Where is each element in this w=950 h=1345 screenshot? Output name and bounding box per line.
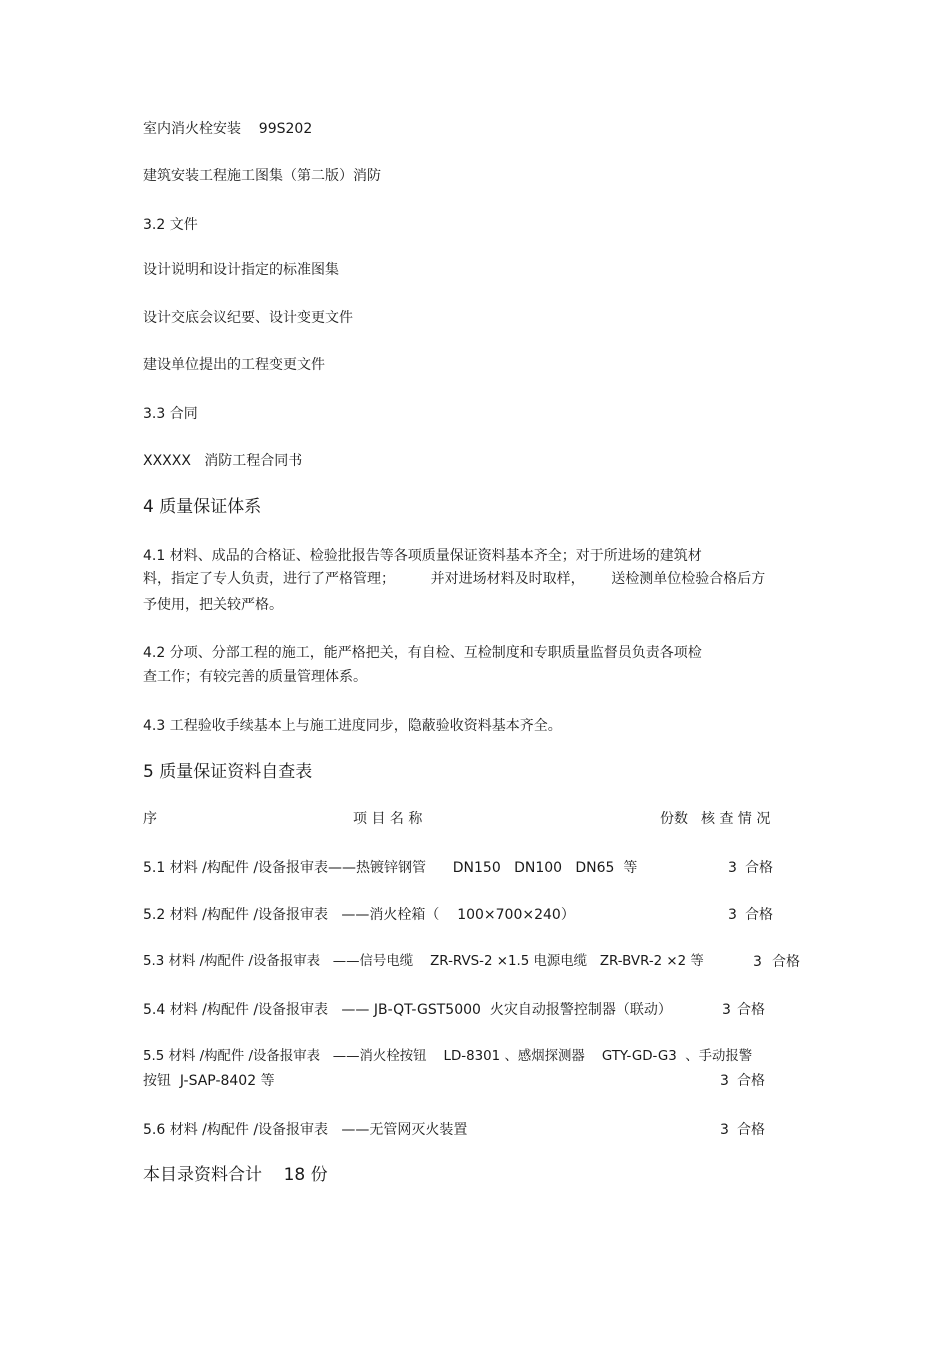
row-status: 合格 — [737, 1002, 765, 1018]
row-name: 5.3 材料 /构配件 /设备报审表 ——信号电缆 ZR-RVS-2 ×1.5 电源电缆 ZR-BVR-2 ×2 等 — [143, 954, 704, 969]
doc-item: 建设单位提出的工程变更文件 — [143, 357, 325, 373]
row-status: 合格 — [737, 1073, 765, 1089]
qa-paragraph-2-line: 4.2 分项、分部工程的施工，能严格把关，有自检、互检制度和专职质量监督员负责各项检 — [143, 645, 702, 661]
col-status-header: 核 查 情 况 — [701, 811, 771, 827]
row-name: 5.4 材料 /构配件 /设备报审表 —— JB-QT-GST5000 火灾自动报警控制器（联动） — [143, 1002, 672, 1018]
ref-line-2: 建筑安装工程施工图集（第二版）消防 — [143, 168, 381, 184]
qa-paragraph-1-line: 予使用，把关较严格。 — [143, 597, 283, 613]
qa-paragraph-2-line: 查工作；有较完善的质量管理体系。 — [143, 669, 367, 685]
section-heading-docs: 3.2 文件 — [143, 217, 198, 233]
row-count: 3 — [720, 1122, 729, 1138]
row-count: 3 — [720, 1073, 729, 1089]
col-seq-header: 序 — [143, 811, 157, 827]
row-name-continued: 按钮 J-SAP-8402 等 — [143, 1073, 275, 1089]
row-status: 合格 — [745, 860, 773, 876]
qa-paragraph-1-line: 料，指定了专人负责，进行了严格管理； 并对进场材料及时取样， 送检测单位检验合格后方 — [143, 571, 766, 587]
section-heading-checklist: 5 质量保证资料自查表 — [143, 762, 313, 782]
doc-item: 设计说明和设计指定的标准图集 — [143, 262, 339, 278]
row-status: 合格 — [737, 1122, 765, 1138]
row-name: 5.2 材料 /构配件 /设备报审表 ——消火栓箱（ 100×700×240） — [143, 907, 575, 923]
col-count-header: 份数 — [660, 811, 688, 827]
row-status: 合格 — [745, 907, 773, 923]
ref-line-1: 室内消火栓安装 99S202 — [143, 121, 313, 137]
qa-paragraph-3: 4.3 工程验收手续基本上与施工进度同步，隐蔽验收资料基本齐全。 — [143, 718, 562, 734]
row-count: 3 — [728, 860, 737, 876]
row-name: 5.1 材料 /构配件 /设备报审表——热镀锌钢管 DN150 DN100 DN65 等 — [143, 860, 638, 876]
row-count: 3 — [722, 1002, 731, 1018]
doc-item: 设计交底会议纪要、设计变更文件 — [143, 310, 353, 326]
col-name-header: 项 目 名 称 — [353, 811, 423, 827]
row-name: 5.6 材料 /构配件 /设备报审表 ——无管网灭火装置 — [143, 1122, 468, 1138]
row-status: 合格 — [772, 954, 800, 970]
contract-item: XXXXX 消防工程合同书 — [143, 453, 303, 469]
total-line: 本目录资料合计 18 份 — [143, 1165, 328, 1185]
row-count: 3 — [753, 954, 762, 970]
section-heading-contract: 3.3 合同 — [143, 406, 198, 422]
qa-paragraph-1-line: 4.1 材料、成品的合格证、检验批报告等各项质量保证资料基本齐全；对于所进场的建筑材 — [143, 548, 702, 564]
row-count: 3 — [728, 907, 737, 923]
row-name: 5.5 材料 /构配件 /设备报审表 ——消火栓按钮 LD-8301 、感烟探测器 GTY-GD-G3 、手动报警 — [143, 1049, 753, 1064]
section-heading-qa: 4 质量保证体系 — [143, 497, 262, 517]
